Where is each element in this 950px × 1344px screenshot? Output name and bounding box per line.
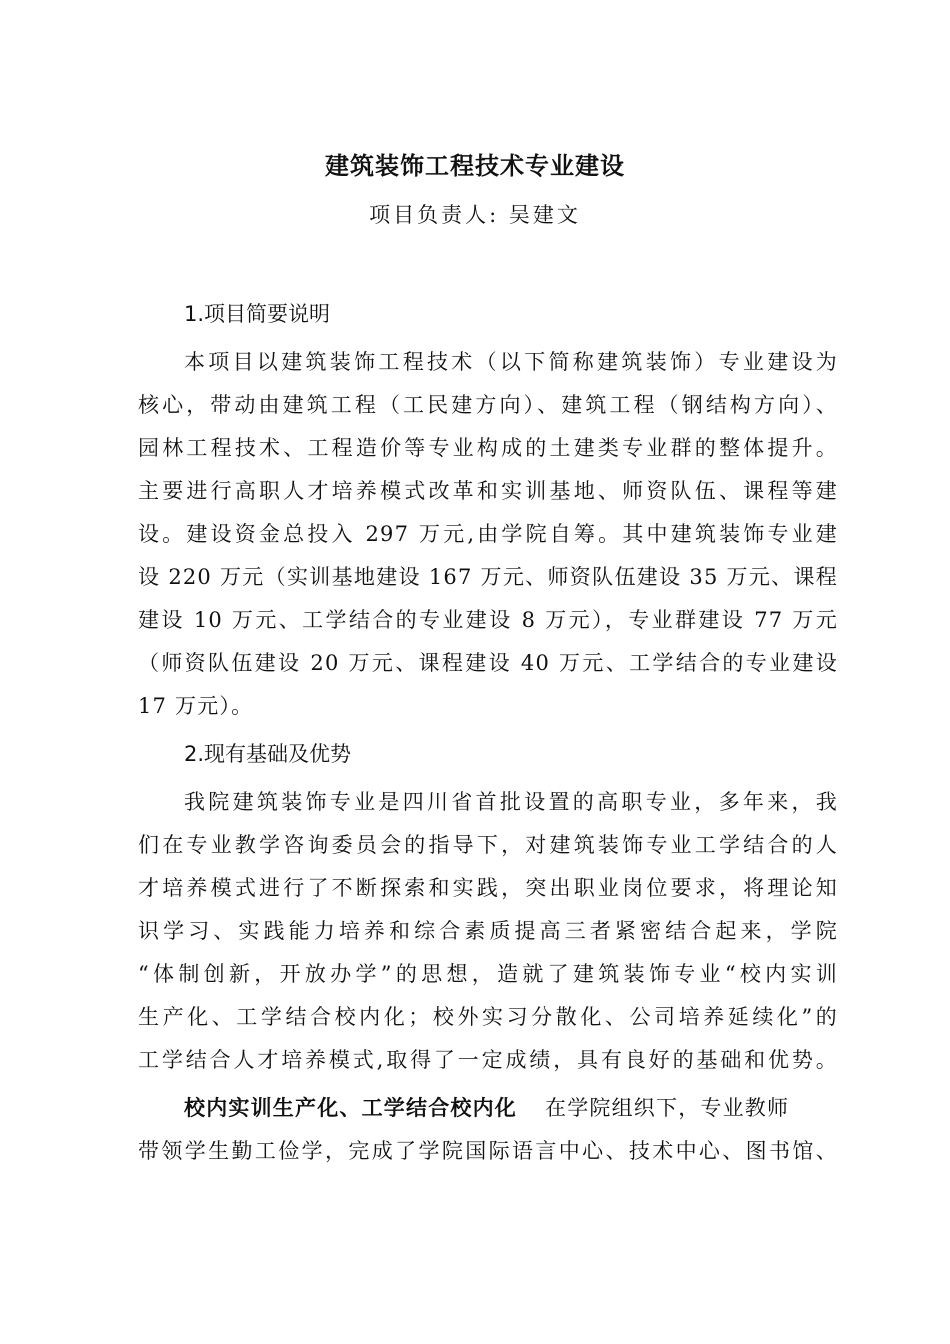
paragraph-line (184, 1092, 838, 1122)
paragraph-line: 我院建筑装饰专业是四川省首批设置的高职专业，多年来，我 (184, 790, 838, 814)
project-leader-line: 项目负责人: 吴建文 (369, 203, 581, 227)
paragraph-line: 核心，带动由建筑工程（工民建方向）、建筑工程（钢结构方向）、 (138, 393, 838, 417)
paragraph-line: （师资队伍建设 20 万元、课程建设 40 万元、工学结合的专业建设 (138, 651, 838, 675)
paragraph-line: 设。建设资金总投入 297 万元,由学院自筹。其中建筑装饰专业建 (138, 522, 838, 546)
paragraph-line: 工学结合人才培养模式,取得了一定成绩，具有良好的基础和优势。 (138, 1048, 838, 1072)
paragraph-line: 建设 10 万元、工学结合的专业建设 8 万元），专业群建设 77 万元 (138, 608, 838, 632)
paragraph-line: 识学习、实践能力培养和综合素质提高三者紧密结合起来，学院 (138, 919, 838, 943)
paragraph-line: 17 万元）。 (138, 694, 254, 718)
section-heading-2: 2.现有基础及优势 (184, 742, 352, 766)
paragraph-line: 园林工程技术、工程造价等专业构成的土建类专业群的整体提升。 (138, 436, 838, 460)
paragraph-line: 设 220 万元（实训基地建设 167 万元、师资队伍建设 35 万元、课程 (138, 565, 838, 589)
paragraph-line: 生产化、工学结合校内化；校外实习分散化、公司培养延续化”的 (138, 1005, 838, 1029)
bold-lead-phrase: 校内实训生产化、工学结合校内化 (184, 1095, 517, 1120)
section-heading-1: 1.项目简要说明 (184, 302, 331, 326)
paragraph-line: “体制创新，开放办学”的思想，造就了建筑装饰专业“校内实训 (138, 962, 838, 986)
paragraph-line: 本项目以建筑装饰工程技术（以下简称建筑装饰）专业建设为 (184, 350, 838, 374)
paragraph-line: 们在专业教学咨询委员会的指导下，对建筑装饰专业工学结合的人 (138, 833, 838, 857)
lead-rest-text: 在学院组织下，专业教师 (545, 1096, 790, 1120)
paragraph-line: 带领学生勤工俭学，完成了学院国际语言中心、技术中心、图书馆、 (138, 1139, 838, 1163)
document-title: 建筑装饰工程技术专业建设 (325, 151, 625, 180)
paragraph-line: 主要进行高职人才培养模式改革和实训基地、师资队伍、课程等建 (138, 479, 838, 503)
paragraph-line: 才培养模式进行了不断探索和实践，突出职业岗位要求，将理论知 (138, 876, 838, 900)
